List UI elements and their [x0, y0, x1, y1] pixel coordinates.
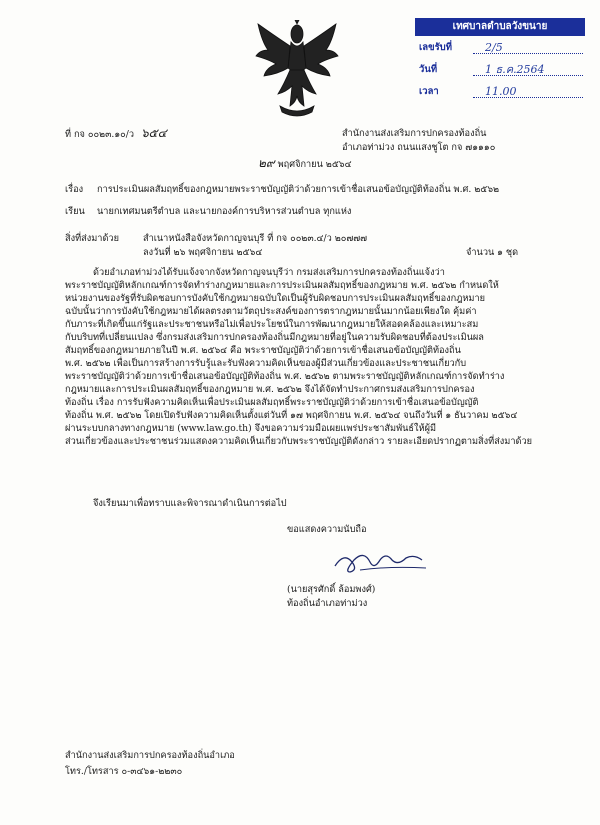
reference-number-handwritten: ๖๕๔ [140, 126, 167, 140]
body-line: พ.ศ. ๒๕๖๒ เพื่อเป็นการสร้างการรับรู้และรับฟังความคิดเห็นของผู้มีส่วนเกี่ยวข้องและประชาชนเกี่ยวกับ [65, 358, 467, 369]
enclosure-label: สิ่งที่ส่งมาด้วย [65, 233, 119, 244]
closing-request: จึงเรียนมาเพื่อทราบและพิจารณาดำเนินการต่อไป [93, 498, 287, 509]
receipt-stamp [415, 18, 585, 110]
signer-title: ท้องถิ่นอำเภอท่าม่วง [287, 598, 368, 609]
body-line: ท้องถิ่น พ.ศ. ๒๕๖๒ โดยเปิดรับฟังความคิดเห็นตั้งแต่วันที่ ๑๗ พฤศจิกายน พ.ศ. ๒๕๖๔ จนถึงวันที่ ๑ ธันวาคม ๒๕๖๔ [65, 410, 518, 421]
body-line: กับภาระที่เกิดขึ้นแก่รัฐและประชาชนหรือไม่เพื่อประโยชน์ในการพัฒนากฎหมายให้สอดคล้องและเหมาะสม [65, 319, 479, 330]
sender-office: สำนักงานส่งเสริมการปกครองท้องถิ่น [342, 128, 487, 139]
body-line: ส่วนเกี่ยวข้องและประชาชนร่วมแสดงความคิดเห็นเกี่ยวกับพระราชบัญญัติดังกล่าว รายละเอียดปรากฏตามสิ่งที่ส่งมาด้วย [65, 436, 533, 447]
body-line: กับบริบทที่เปลี่ยนแปลง ซึ่งกรมส่งเสริมการปกครองท้องถิ่นมีกฎหมายที่อยู่ในความรับผิดชอบที่ต้องประเมินผล [65, 332, 484, 343]
body-line: กฎหมายและการประเมินผลสัมฤทธิ์ของกฎหมาย พ.ศ. ๒๕๖๒ จึงได้จัดทำประกาศกรมส่งเสริมการปกครอง [65, 384, 475, 395]
stamp-date-row [415, 62, 585, 78]
subject-text: การประเมินผลสัมฤทธิ์ของกฎหมายพระราชบัญญัติว่าด้วยการเข้าชื่อเสนอข้อบัญญัติท้องถิ่น พ.ศ. ๒๕๖๒ [97, 184, 500, 195]
body-line: พระราชบัญญัติหลักเกณฑ์การจัดทำร่างกฎหมายและการประเมินผลสัมฤทธิ์ของกฎหมาย พ.ศ. ๒๕๖๒ กำหนดให้ [65, 280, 499, 291]
recipient-label: เรียน [65, 206, 85, 217]
stamp-time-row [415, 84, 585, 100]
footer-office: สำนักงานส่งเสริมการปกครองท้องถิ่นอำเภอ [65, 750, 235, 761]
stamp-time-label: เวลา [419, 86, 439, 97]
body-line: ฉบับนั้นว่าการบังคับใช้กฎหมายได้ผลตรงตามวัตถุประสงค์ของการตรากฎหมายนั้นมากน้อยเพียงใด คุ้มค่า [65, 306, 477, 317]
body-line: หน่วยงานของรัฐที่รับผิดชอบการบังคับใช้กฎหมายฉบับใดเป็นผู้รับผิดชอบการประเมินผลสัมฤทธิ์ของกฎหมาย [65, 293, 486, 304]
garuda-emblem-icon [254, 20, 340, 120]
document-date-month-year: พฤศจิกายน ๒๕๖๔ [277, 159, 352, 170]
reference-number-text: ที่ กจ ๐๐๒๓.๑๐/ว [65, 129, 135, 140]
subject-label: เรื่อง [65, 184, 84, 195]
closing-salutation: ขอแสดงความนับถือ [287, 524, 367, 535]
body-line: ด้วยอำเภอท่าม่วงได้รับแจ้งจากจังหวัดกาญจนบุรีว่า กรมส่งเสริมการปกครองท้องถิ่นแจ้งว่า [93, 267, 445, 278]
body-line: ผ่านระบบกลางทางกฎหมาย (www.law.go.th) จึงขอความร่วมมือเผยแพร่ประชาสัมพันธ์ให้ผู้มี [65, 423, 437, 434]
signer-name: (นายสุรศักดิ์ ล้อมพงศ์) [287, 584, 376, 595]
document-date-day: ๒๙ [258, 156, 275, 170]
body-line: สัมฤทธิ์ของกฎหมายภายในปี พ.ศ. ๒๕๖๔ คือ พระราชบัญญัติว่าด้วยการเข้าชื่อเสนอข้อบัญญัติท้องถิ่น [65, 345, 461, 356]
sender-address: อำเภอท่าม่วง ถนนแสงชูโต กจ ๗๑๑๑๐ [342, 142, 496, 153]
document-date [258, 157, 352, 171]
stamp-header: เทศบาลตำบลวังขนาย [415, 18, 585, 36]
enclosure-quantity: จำนวน ๑ ชุด [466, 247, 519, 258]
body-line: พระราชบัญญัติว่าด้วยการเข้าชื่อเสนอข้อบัญญัติท้องถิ่น พ.ศ. ๒๕๖๒ ตามพระราชบัญญัติหลักเกณฑ์การจัดทำร่าง [65, 371, 505, 382]
stamp-date-value: 1 ธ.ค.2564 [485, 63, 545, 76]
handwritten-signature [330, 548, 430, 576]
body-line: ท้องถิ่น เรื่อง การรับฟังความคิดเห็นเพื่อประเมินผลสัมฤทธิ์พระราชบัญญัติว่าด้วยการเข้าชื่อเสนอข้อบัญญัติ [65, 397, 479, 408]
stamp-received-no-label: เลขรับที่ [419, 42, 452, 53]
enclosure-line-2: ลงวันที่ ๒๖ พฤศจิกายน ๒๕๖๔ [143, 247, 263, 258]
footer-phone: โทร./โทรสาร ๐-๓๔๖๑-๒๒๓๐ [65, 766, 183, 777]
stamp-received-no-value: 2/5 [485, 41, 503, 54]
enclosure-line-1: สำเนาหนังสือจังหวัดกาญจนบุรี ที่ กจ ๐๐๒๓.๔/ว ๒๐๗๗๗ [143, 233, 368, 244]
recipient-text: นายกเทศมนตรีตำบล และนายกองค์การบริหารส่วนตำบล ทุกแห่ง [97, 206, 352, 217]
body-paragraph [65, 266, 540, 448]
stamp-time-value: 11.00 [485, 85, 517, 98]
stamp-received-no-row [415, 40, 585, 56]
reference-number [65, 127, 167, 141]
stamp-date-label: วันที่ [419, 64, 438, 75]
